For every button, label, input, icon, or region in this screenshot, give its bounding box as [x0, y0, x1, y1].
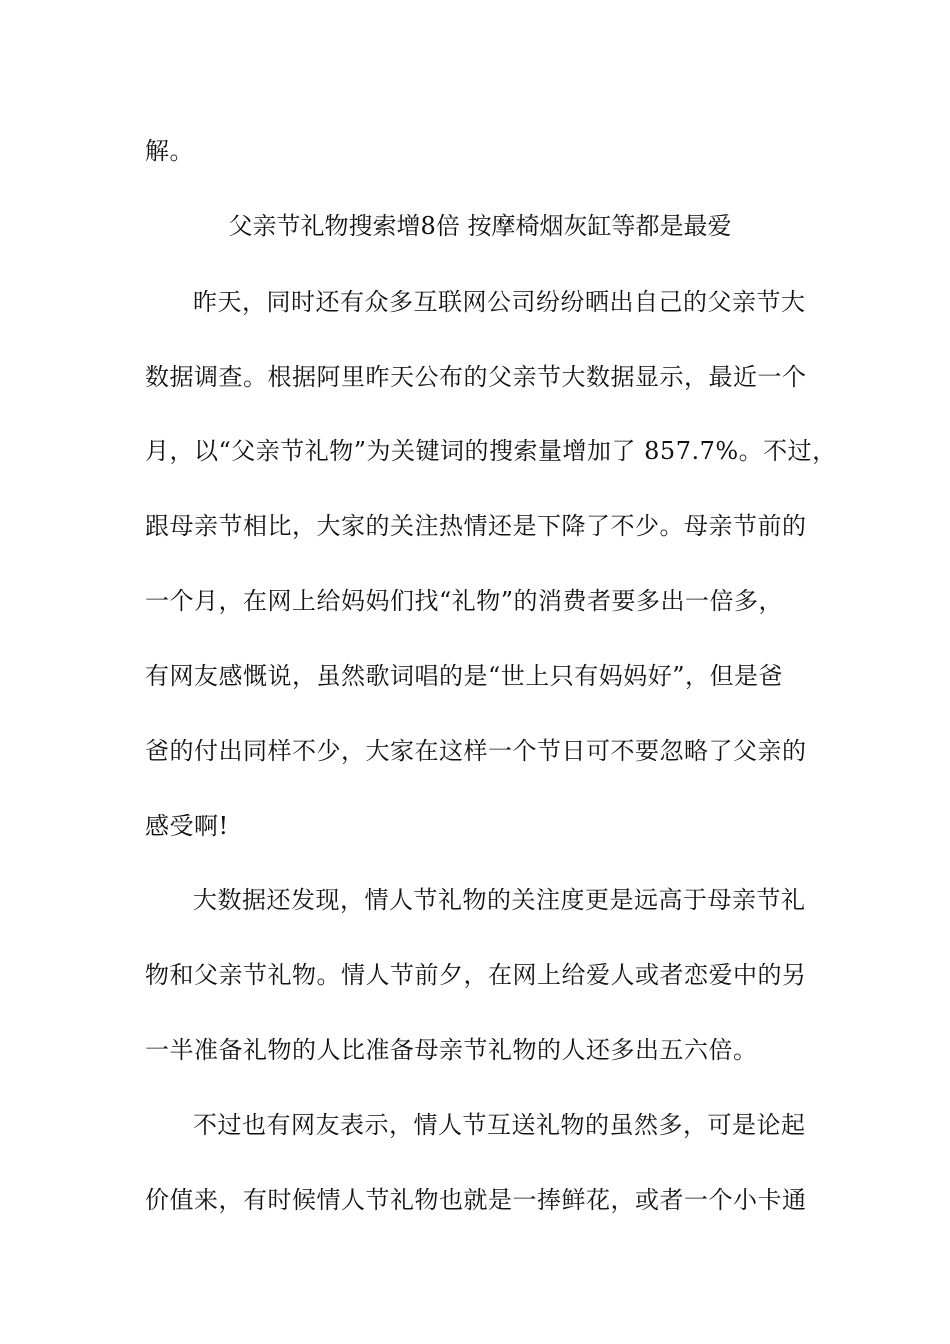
paragraph-line: 月，以“父亲节礼物”为关键词的搜索量增加了 857.7%。不过，: [145, 437, 837, 465]
paragraph-line: 解。: [145, 137, 194, 165]
paragraph-line: 数据调查。根据阿里昨天公布的父亲节大数据显示，最近一个: [145, 363, 807, 391]
paragraph-line: 昨天，同时还有众多互联网公司纷纷晒出自己的父亲节大: [193, 288, 806, 316]
paragraph-line: 价值来，有时候情人节礼物也就是一捧鲜花，或者一个小卡通: [145, 1186, 807, 1214]
paragraph-line: 爸的付出同样不少，大家在这样一个节日可不要忽略了父亲的: [145, 737, 807, 765]
paragraph-line: 一个月，在网上给妈妈们找“礼物”的消费者要多出一倍多，: [145, 587, 784, 615]
paragraph-line: 物和父亲节礼物。情人节前夕，在网上给爱人或者恋爱中的另: [145, 961, 807, 989]
paragraph-line: 跟母亲节相比，大家的关注热情还是下降了不少。母亲节前的: [145, 512, 807, 540]
paragraph-line: 感受啊!: [145, 812, 229, 840]
paragraph-line: 大数据还发现，情人节礼物的关注度更是远高于母亲节礼: [193, 886, 806, 914]
paragraph-line: 有网友感慨说，虽然歌词唱的是“世上只有妈妈好”，但是爸: [145, 662, 784, 690]
section-heading: 父亲节礼物搜索增8倍 按摩椅烟灰缸等都是最爱: [228, 212, 732, 240]
paragraph-line: 一半准备礼物的人比准备母亲节礼物的人还多出五六倍。: [145, 1036, 758, 1064]
paragraph-line: 不过也有网友表示，情人节互送礼物的虽然多，可是论起: [193, 1111, 806, 1139]
